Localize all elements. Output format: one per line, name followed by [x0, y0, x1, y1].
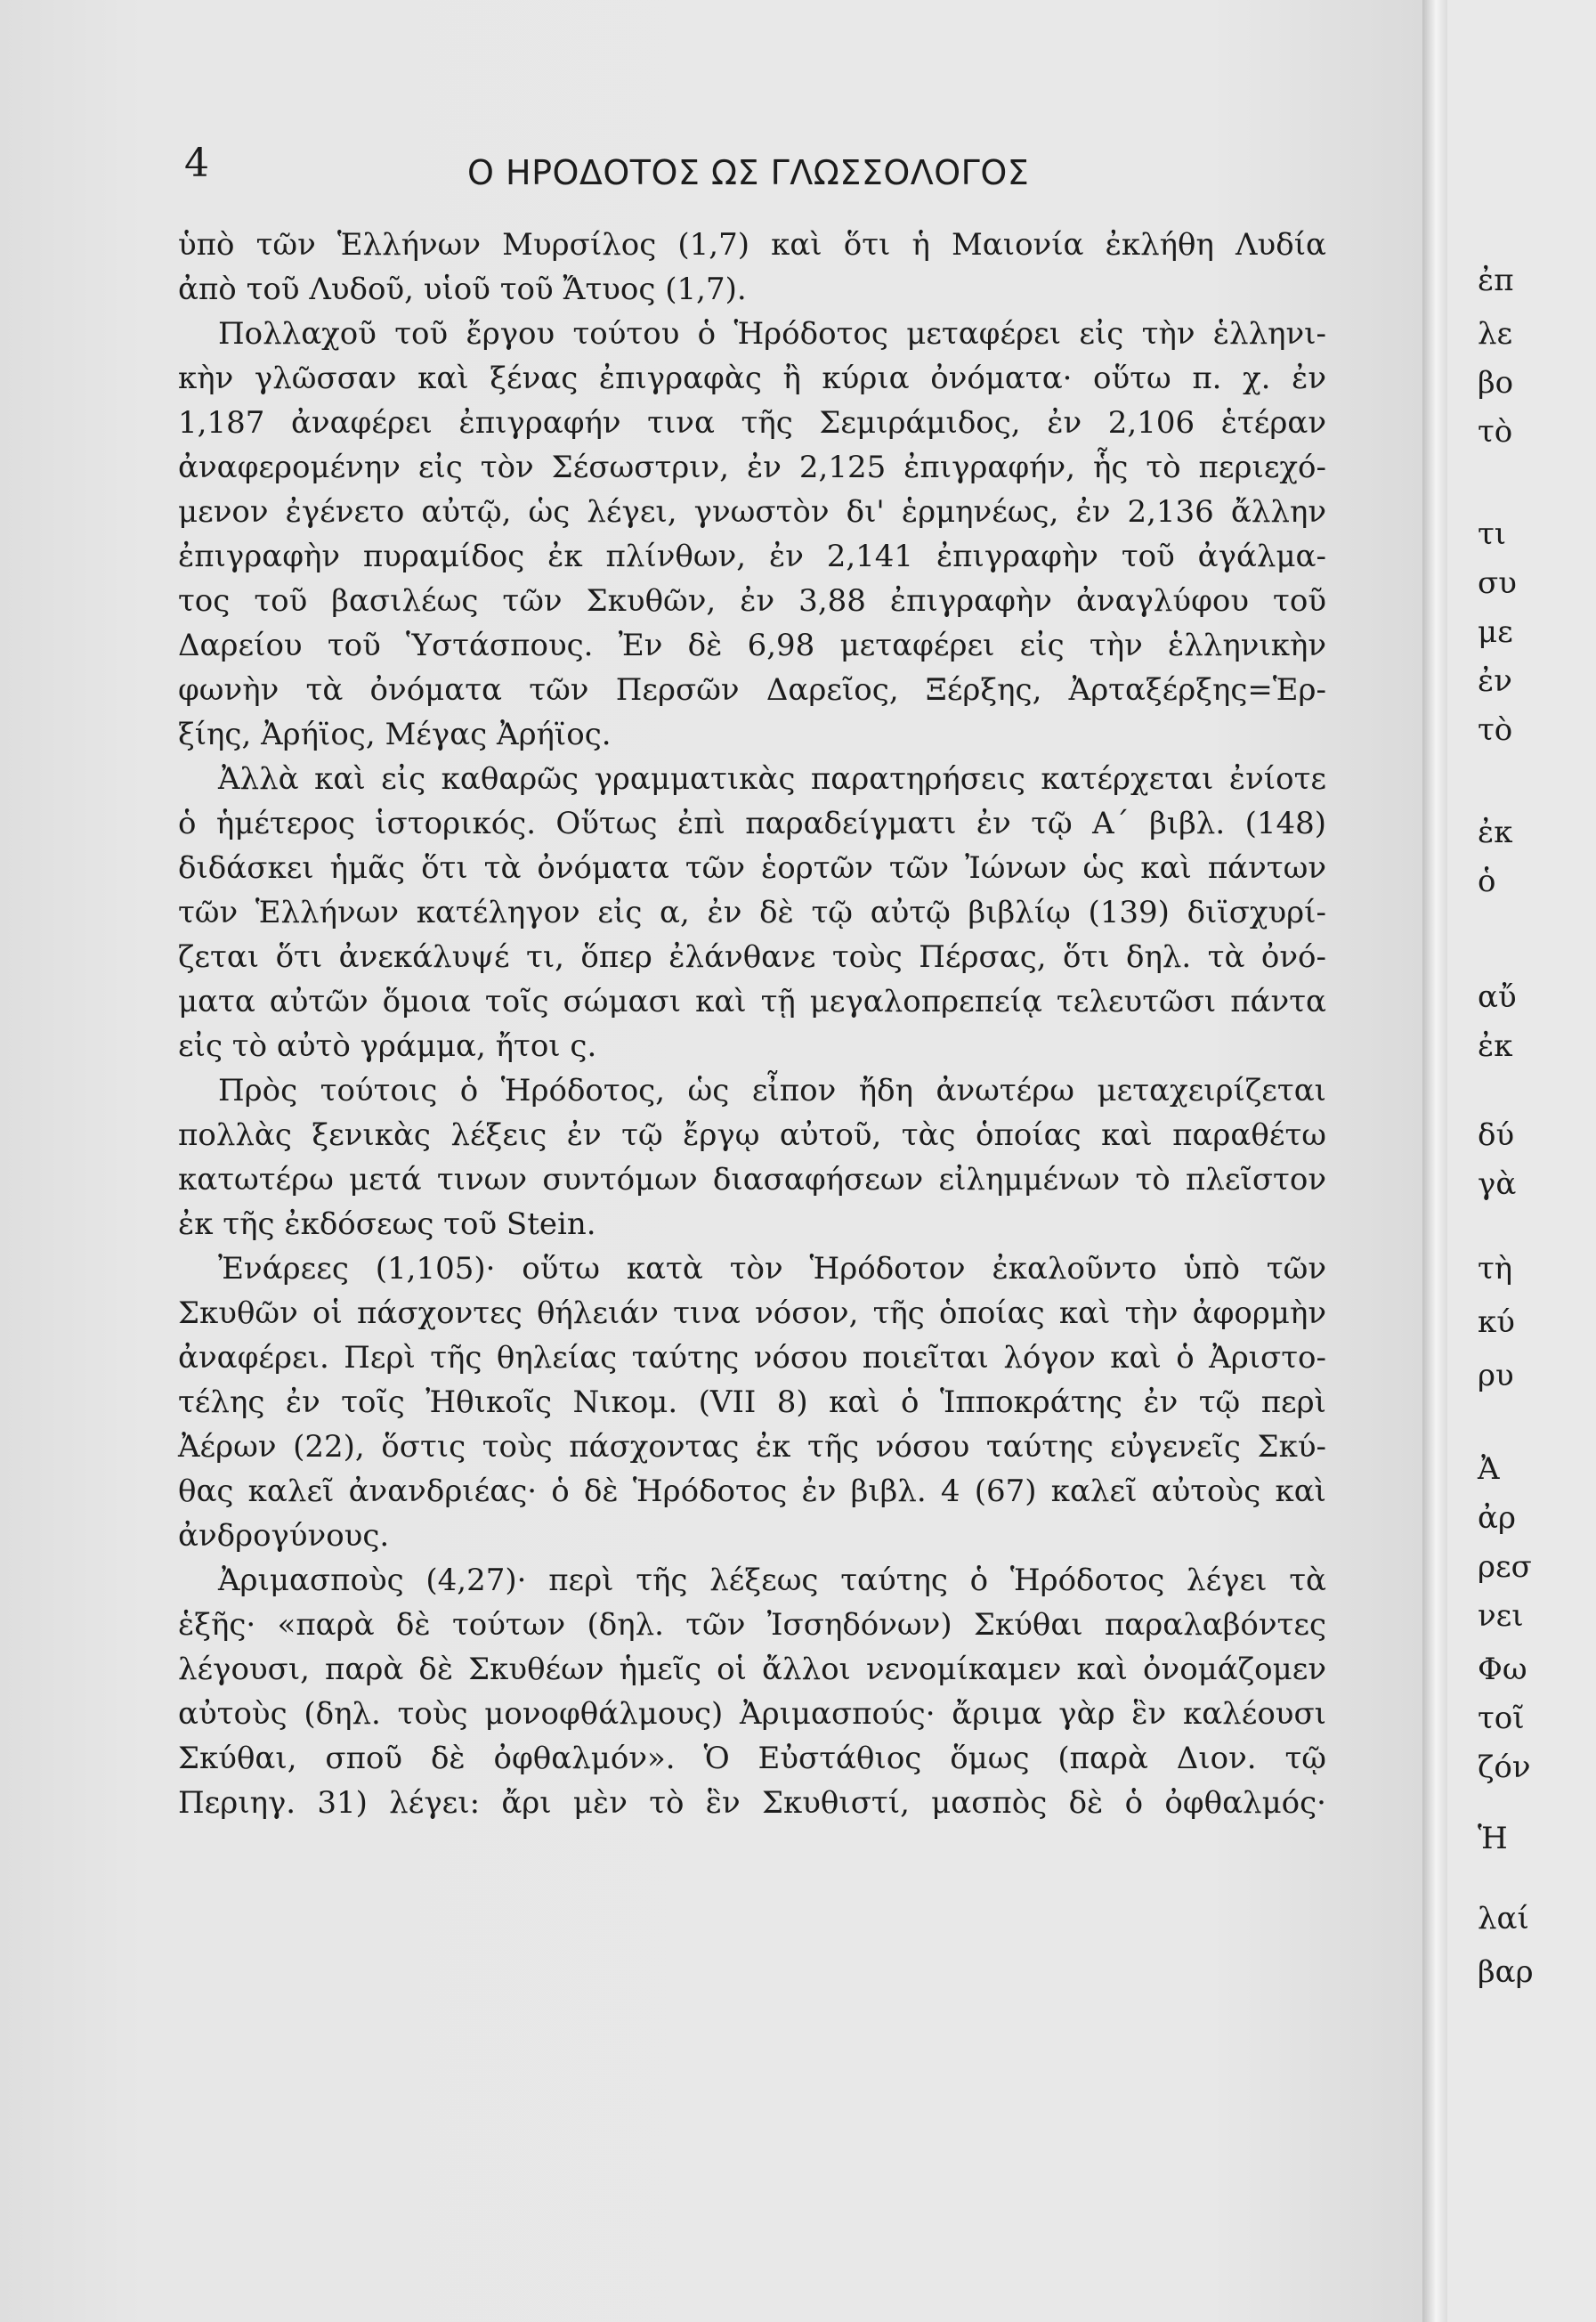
- facing-page-fragment: δύ: [1478, 1117, 1515, 1153]
- facing-page-fragment: λε: [1478, 316, 1513, 352]
- text-line: φωνὴν τὰ ὀνόματα τῶν Περσῶν Δαρεῖος, Ξέρξης, Ἀρταξέρξης=Ἑρ-: [178, 672, 1326, 708]
- facing-page-fragment: αὔ: [1478, 979, 1517, 1015]
- text-line: Ἀέρων (22), ὅστις τοὺς πάσχοντας ἐκ τῆς νόσου ταύτης εὐγενεῖς Σκύ-: [178, 1429, 1326, 1465]
- facing-page-fragment: τὴ: [1478, 1251, 1513, 1287]
- text-line: τέλης ἐν τοῖς Ἠθικοῖς Νικομ. (VII 8) καὶ ὁ Ἱπποκράτης ἐν τῷ περὶ: [178, 1384, 1326, 1420]
- facing-page-fragment: νει: [1478, 1598, 1524, 1634]
- facing-page-fragment: λαί: [1478, 1901, 1529, 1936]
- facing-page-fragment: Ἀ: [1478, 1451, 1500, 1487]
- text-line: ματα αὐτῶν ὅμοια τοῖς σώμασι καὶ τῇ μεγαλοπρεπείᾳ τελευτῶσι πάντα: [178, 984, 1326, 1019]
- facing-page-fragment: κύ: [1478, 1304, 1515, 1340]
- text-line: ἀναφέρει. Περὶ τῆς θηλείας ταύτης νόσου ποιεῖται λόγον καὶ ὁ Ἀριστο-: [178, 1340, 1326, 1376]
- facing-page-fragment: ἐπ: [1478, 263, 1514, 298]
- facing-page-fragment: τοῖ: [1478, 1701, 1525, 1736]
- facing-page-fragment: Ἡ: [1478, 1821, 1508, 1856]
- text-line: κατωτέρω μετά τινων συντόμων διασαφήσεων εἰλημμένων τὸ πλεῖστον: [178, 1162, 1326, 1198]
- text-line: εἰς τὸ αὐτὸ γράμμα, ἤτοι ς.: [178, 1028, 597, 1064]
- text-line: Δαρείου τοῦ Ὑστάσπους. Ἐν δὲ 6,98 μεταφέρει εἰς τὴν ἑλληνικὴν: [178, 628, 1326, 663]
- text-line: Περιηγ. 31) λέγει: ἄρι μὲν τὸ ἓν Σκυθιστί, μασπὸς δὲ ὁ ὀφθαλμός·: [178, 1785, 1326, 1821]
- text-line: Σκύθαι, σποῦ δὲ ὀφθαλμόν». Ὁ Εὐστάθιος ὅμως (παρὰ Διον. τῷ: [178, 1741, 1326, 1776]
- text-line: θας καλεῖ ἀνανδριέας· ὁ δὲ Ἡρόδοτος ἐν βιβλ. 4 (67) καλεῖ αὐτοὺς καὶ: [178, 1474, 1326, 1509]
- text-line: τῶν Ἑλλήνων κατέληγον εἰς α, ἐν δὲ τῷ αὐτῷ βιβλίῳ (139) διϊσχυρί-: [178, 895, 1326, 930]
- facing-page-fragment: τι: [1478, 516, 1507, 552]
- text-line: Σκυθῶν οἱ πάσχοντες θήλειάν τινα νόσον, τῆς ὁποίας καὶ τὴν ἀφορμὴν: [178, 1295, 1326, 1331]
- text-line: ἑξῆς· «παρὰ δὲ τούτων (δηλ. τῶν Ἰσσηδόνων) Σκύθαι παραλαβόντες: [178, 1607, 1326, 1643]
- text-line: Ἀλλὰ καὶ εἰς καθαρῶς γραμματικὰς παρατηρήσεις κατέρχεται ἐνίοτε: [218, 761, 1326, 797]
- text-line: ὑπὸ τῶν Ἑλλήνων Μυρσίλος (1,7) καὶ ὅτι ἡ Μαιονία ἐκλήθη Λυδία: [178, 227, 1326, 263]
- text-line: πολλὰς ξενικὰς λέξεις ἐν τῷ ἔργῳ αὐτοῦ, τὰς ὁποίας καὶ παραθέτω: [178, 1117, 1326, 1153]
- facing-page-fragment: με: [1478, 614, 1513, 650]
- facing-page-fragment: ρεσ: [1478, 1549, 1532, 1585]
- text-line: ὁ ἡμέτερος ἱστορικός. Οὕτως ἐπὶ παραδείγματι ἐν τῷ Α΄ βιβλ. (148): [178, 806, 1326, 841]
- facing-page-fragment: ἐκ: [1478, 815, 1513, 850]
- facing-page-fragment: βο: [1478, 365, 1514, 401]
- facing-page-fragment: ζόν: [1478, 1750, 1531, 1785]
- text-line: 1,187 ἀναφέρει ἐπιγραφήν τινα τῆς Σεμιράμιδος, ἐν 2,106 ἑτέραν: [178, 405, 1326, 441]
- facing-page-fragment: ἐκ: [1478, 1028, 1513, 1064]
- text-line: ἀναφερομένην εἰς τὸν Σέσωστριν, ἐν 2,125 ἐπιγραφήν, ἧς τὸ περιεχό-: [178, 450, 1326, 485]
- text-line: διδάσκει ἡμᾶς ὅτι τὰ ὀνόματα τῶν ἑορτῶν τῶν Ἰώνων ὡς καὶ πάντων: [178, 850, 1326, 886]
- facing-page-fragment: συ: [1478, 565, 1517, 601]
- text-line: λέγουσι, παρὰ δὲ Σκυθέων ἡμεῖς οἱ ἄλλοι νενομίκαμεν καὶ ὀνομάζομεν: [178, 1652, 1326, 1687]
- book-gutter: [1422, 0, 1447, 2322]
- text-line: Πολλαχοῦ τοῦ ἔργου τούτου ὁ Ἡρόδοτος μεταφέρει εἰς τὴν ἑλληνι-: [218, 316, 1326, 352]
- running-head: Ο ΗΡΟΔΟΤΟΣ ΩΣ ΓΛΩΣΣΟΛΟΓΟΣ: [467, 153, 1030, 192]
- text-line: ξίης, Ἀρήϊος, Μέγας Ἀρήϊος.: [178, 717, 612, 752]
- text-line: Ἐνάρεες (1,105)· οὕτω κατὰ τὸν Ἡρόδοτον ἐκαλοῦντο ὑπὸ τῶν: [218, 1251, 1326, 1287]
- text-line: κὴν γλῶσσαν καὶ ξένας ἐπιγραφὰς ἢ κύρια ὀνόματα· οὕτω π. χ. ἐν: [178, 361, 1326, 396]
- text-line: ἐκ τῆς ἐκδόσεως τοῦ Stein.: [178, 1206, 596, 1242]
- facing-page-fragment: ἐν: [1478, 663, 1512, 699]
- facing-page-fragment: γὰ: [1478, 1166, 1517, 1202]
- facing-page-fragment: τὸ: [1478, 414, 1513, 450]
- facing-page-fragment: Φω: [1478, 1652, 1527, 1687]
- facing-page-fragment: τὸ: [1478, 712, 1513, 748]
- text-line: Ἀριμασποὺς (4,27)· περὶ τῆς λέξεως ταύτης ὁ Ἡρόδοτος λέγει τὰ: [218, 1563, 1326, 1598]
- text-line: τος τοῦ βασιλέως τῶν Σκυθῶν, ἐν 3,88 ἐπιγραφὴν ἀναγλύφου τοῦ: [178, 583, 1326, 619]
- text-line: μενον ἐγένετο αὐτῷ, ὡς λέγει, γνωστὸν δι' ἑρμηνέως, ἐν 2,136 ἄλλην: [178, 494, 1326, 530]
- text-line: ἀπὸ τοῦ Λυδοῦ, υἱοῦ τοῦ Ἄτυος (1,7).: [178, 272, 747, 307]
- facing-page-fragment: βαρ: [1478, 1954, 1534, 1990]
- text-line: αὐτοὺς (δηλ. τοὺς μονοφθάλμους) Ἀριμασπούς· ἄριμα γὰρ ἓν καλέουσι: [178, 1696, 1326, 1732]
- text-line: ζεται ὅτι ἀνεκάλυψέ τι, ὅπερ ἐλάνθανε τοὺς Πέρσας, ὅτι δηλ. τὰ ὀνό-: [178, 939, 1326, 975]
- facing-page-fragment: ὁ: [1478, 864, 1496, 899]
- facing-page-fragment: ἀρ: [1478, 1500, 1516, 1536]
- text-line: ἀνδρογύνους.: [178, 1518, 390, 1554]
- page-number: 4: [184, 141, 209, 186]
- text-line: Πρὸς τούτοις ὁ Ἡρόδοτος, ὡς εἶπον ἤδη ἀνωτέρω μεταχειρίζεται: [218, 1073, 1326, 1108]
- facing-page-fragment: ρυ: [1478, 1358, 1514, 1393]
- text-line: ἐπιγραφὴν πυραμίδος ἐκ πλίνθων, ἐν 2,141 ἐπιγραφὴν τοῦ ἀγάλμα-: [178, 539, 1326, 574]
